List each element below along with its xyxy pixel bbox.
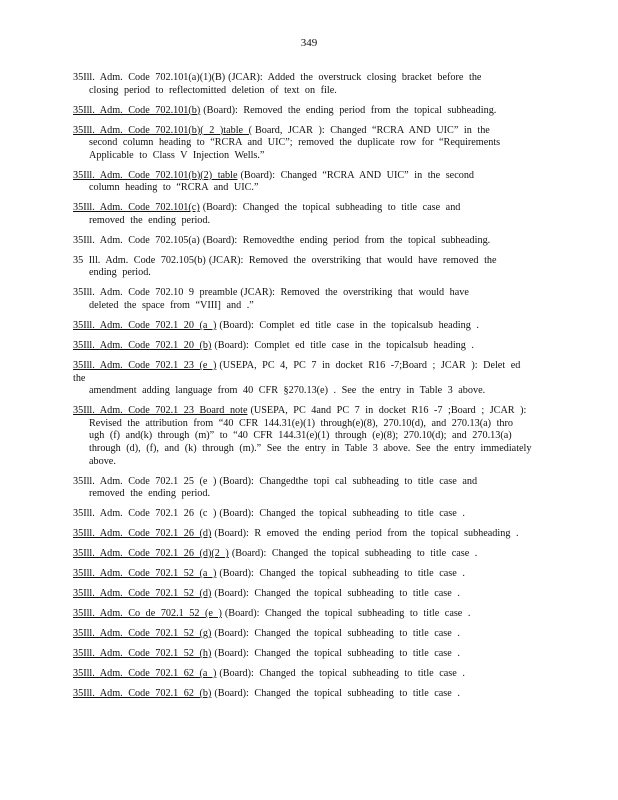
code-citation: 35Ill. Adm. Code 702.1 52 (a ) [73, 568, 217, 580]
change-description: (Board): Changed the topical subheading to title case . [214, 687, 460, 699]
change-description-continued: ending period. [89, 267, 151, 279]
amendment-entry [73, 105, 533, 118]
change-description-continued: Revised the attribution from “40 CFR 144.31(e)(1) through(e)(8), 270.10(d), and 270.13(a) thro ugh (f) and(k) through (m)” to “40 CFR 144.31(e)(1) through (e)(8); 270.10(d); and 270.13(a) through (d), (f), and (k) through (m).” See the entry in Table 3 above. See the entry immediately above. [89, 417, 532, 467]
change-description: (Board): Changed the topical subheading to title case . [219, 667, 465, 679]
amendment-entry [73, 340, 533, 353]
change-description: (Board): Changed the topical subheading to title case . [231, 548, 478, 560]
amendment-entry [73, 508, 533, 521]
code-citation: 35Ill. Adm. Code 702.1 20 (b) [73, 340, 212, 352]
change-description: (Board): Removed the ending period from the topical subheading. [203, 104, 497, 116]
code-citation: 35Ill. Adm. Code 702.1 52 (h) [73, 648, 212, 659]
amendment-entry [73, 628, 533, 641]
change-description-continued: amendment adding language from 40 CFR §270.13(e) . See the entry in Table 3 above. [89, 385, 486, 397]
change-description: (Board): Removedthe ending period from the topical subheading. [202, 234, 491, 246]
change-description: (Board): Changed the topical subheading to title case . [219, 568, 465, 580]
amendment-entry [73, 72, 533, 97]
change-description: (JCAR): Removed the overstriking that would have removed the [208, 254, 497, 266]
code-citation: 35Ill. Adm. Code 702.101(b)(2) table [73, 169, 238, 181]
change-description: (Board): Complet ed title case in the topicalsub heading . [219, 320, 479, 332]
change-description: (Board): Complet ed title case in the topicalsub heading . [214, 340, 474, 352]
change-description: (Board): Changed the topical subheading to title case . [224, 608, 471, 620]
code-citation: 35Ill. Adm. Code 702.1 62 (b) [73, 687, 212, 699]
change-description: (USEPA, PC 4and PC 7 in docket R16 -7 ;Board ; JCAR ): [250, 405, 527, 417]
amendment-entry [73, 668, 533, 681]
change-description: (JCAR): Removed the overstriking that would have [240, 287, 469, 299]
amendment-entry [73, 125, 533, 163]
amendment-entry [73, 608, 533, 621]
code-citation: 35Ill. Adm. Code 702.105(a) [73, 234, 200, 246]
change-description-continued: second column heading to “RCRA and UIC”; removed the duplicate row for “Requirements Applicable to Class V Injection Wells.” [89, 137, 501, 161]
amendment-entry [73, 548, 533, 561]
code-citation: 35Ill. Adm. Code 702.101(c) [73, 202, 200, 214]
code-citation: 35Ill. Adm. Code 702.101(b)( 2 )table ( [73, 124, 252, 136]
amendment-entry [73, 235, 533, 248]
change-description: Board, JCAR ): Changed “RCRA AND UIC” in the [255, 124, 490, 136]
change-description: (Board): Changed the topical subheading to title case . [214, 648, 460, 659]
change-description: (Board): R emoved the ending period from the topical subheading . [214, 528, 519, 540]
code-citation: 35Ill. Adm. Code 702.1 23 (e ) [73, 360, 217, 371]
change-description: (USEPA, PC 4, PC 7 in docket R16 -7;Board ; JCAR ): Delet ed the [73, 360, 521, 384]
amendment-entry [73, 588, 533, 601]
code-citation: 35Ill. Adm. Code 702.1 26 (d) [73, 528, 212, 540]
change-description: (Board): Changed “RCRA AND UIC” in the second [240, 169, 475, 181]
change-description-continued: removed the ending period. [89, 488, 211, 500]
code-citation: 35Ill. Adm. Code 702.101(b) [73, 104, 201, 116]
amendment-entry [73, 170, 533, 195]
amendment-entry [73, 255, 533, 280]
amendment-entries [73, 72, 533, 708]
code-citation: 35 Ill. Adm. Code 702.105(b) [73, 254, 206, 266]
change-description: (JCAR): Added the overstruck closing bracket before the [228, 72, 482, 83]
change-description: (Board): Changed the topical subheading to title case . [214, 628, 460, 640]
amendment-entry [73, 648, 533, 661]
change-description-continued: closing period to reflectomitted deletion of text on file. [89, 84, 337, 96]
code-citation: 35Ill. Adm. Code 702.1 52 (g) [73, 628, 212, 640]
amendment-entry [73, 320, 533, 333]
code-citation: 35Ill. Adm. Code 702.1 20 (a ) [73, 320, 217, 332]
code-citation: 35Ill. Adm. Co de 702.1 52 (e ) [73, 608, 222, 620]
change-description-continued: deleted the space from “VIII] and .” [89, 300, 254, 312]
change-description: (Board): Changedthe topi cal subheading to title case and [219, 475, 478, 487]
code-citation: 35Ill. Adm. Code 702.1 26 (c ) [73, 508, 217, 520]
amendment-entry [73, 568, 533, 581]
amendment-entry [73, 688, 533, 701]
change-description-continued: removed the ending period. [89, 214, 211, 226]
amendment-entry [73, 360, 533, 398]
code-citation: 35Ill. Adm. Code 702.1 26 (d)(2 ) [73, 548, 229, 560]
code-citation: 35Ill. Adm. Code 702.1 23 Board note [73, 405, 248, 417]
change-description: (Board): Changed the topical subheading to title case and [202, 202, 461, 214]
code-citation: 35Ill. Adm. Code 702.101(a)(1)(B) [73, 72, 226, 83]
change-description: (Board): Changed the topical subheading to title case . [219, 508, 465, 520]
code-citation: 35Ill. Adm. Code 702.1 52 (d) [73, 588, 212, 600]
amendment-entry [73, 528, 533, 541]
change-description-continued: column heading to “RCRA and UIC.” [89, 182, 259, 194]
change-description: (Board): Changed the topical subheading to title case . [214, 588, 460, 600]
amendment-entry [73, 476, 533, 501]
code-citation: 35Ill. Adm. Code 702.1 62 (a ) [73, 667, 217, 679]
amendment-entry [73, 287, 533, 312]
page-number: 349 [300, 37, 318, 49]
code-citation: 35Ill. Adm. Code 702.10 9 preamble [73, 287, 238, 299]
amendment-entry [73, 405, 533, 468]
code-citation: 35Ill. Adm. Code 702.1 25 (e ) [73, 475, 217, 487]
amendment-entry [73, 202, 533, 227]
